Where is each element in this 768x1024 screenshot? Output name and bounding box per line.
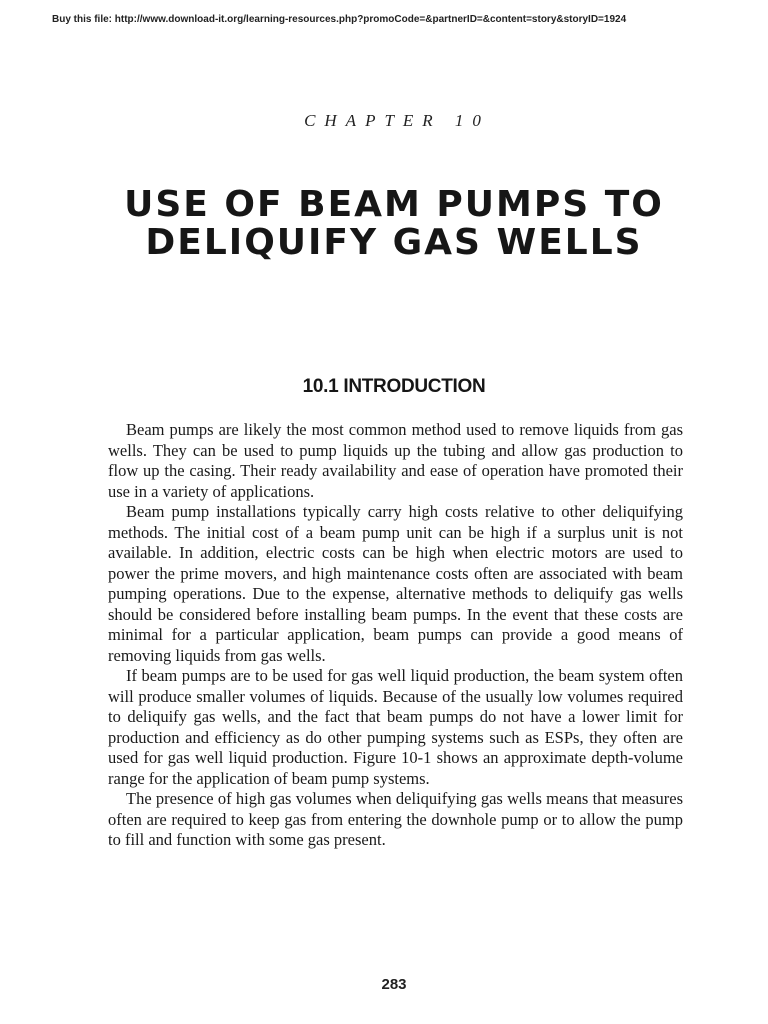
- body-text: [108, 420, 683, 851]
- section-heading: 10.1 INTRODUCTION: [302, 376, 486, 397]
- page-number: 283: [381, 976, 407, 993]
- chapter-title: [0, 186, 768, 262]
- paragraph-3: If beam pumps are to be used for gas well liquid production, the beam system often will produce smaller volumes of liquids. Because of the usually low volumes required to deliquify gas wells, and the fact that beam pumps do not have a lower limit for production and efficiency as do other pumping systems such as ESPs, they often are used for gas well liquid production. Figure 10-1 shows an approximate depth-volume range for the application of beam pump systems.: [108, 666, 683, 788]
- chapter-label: CHAPTER 10: [304, 111, 490, 130]
- paragraph-2: Beam pump installations typically carry high costs relative to other deliquifying methods. The initial cost of a beam pump unit can be high if a surplus unit is not available. In addition, electric costs can be high when electric motors are used to power the prime movers, and high maintenance costs often are associated with beam pumping operations. Due to the expense, alternative methods to deliquify gas wells should be considered before installing beam pumps. In the event that these costs are minimal for a particular application, beam pumps can provide a good means of removing liquids from gas wells.: [108, 502, 683, 665]
- chapter-title-line-1: USE OF BEAM PUMPS TO: [124, 184, 664, 225]
- paragraph-4: The presence of high gas volumes when deliquifying gas wells means that measures often are required to keep gas from entering the downhole pump or to allow the pump to fill and function with some gas present.: [108, 789, 683, 849]
- download-source-line: Buy this file: http://www.download-it.org/learning-resources.php?promoCode=&partnerID=&content=story&storyID=1924: [52, 14, 627, 25]
- chapter-title-line-2: DELIQUIFY GAS WELLS: [145, 222, 643, 263]
- paragraph-1: Beam pumps are likely the most common method used to remove liquids from gas wells. They can be used to pump liquids up the tubing and allow gas production to flow up the casing. Their ready availability and ease of operation have promoted their use in a variety of applications.: [108, 420, 683, 501]
